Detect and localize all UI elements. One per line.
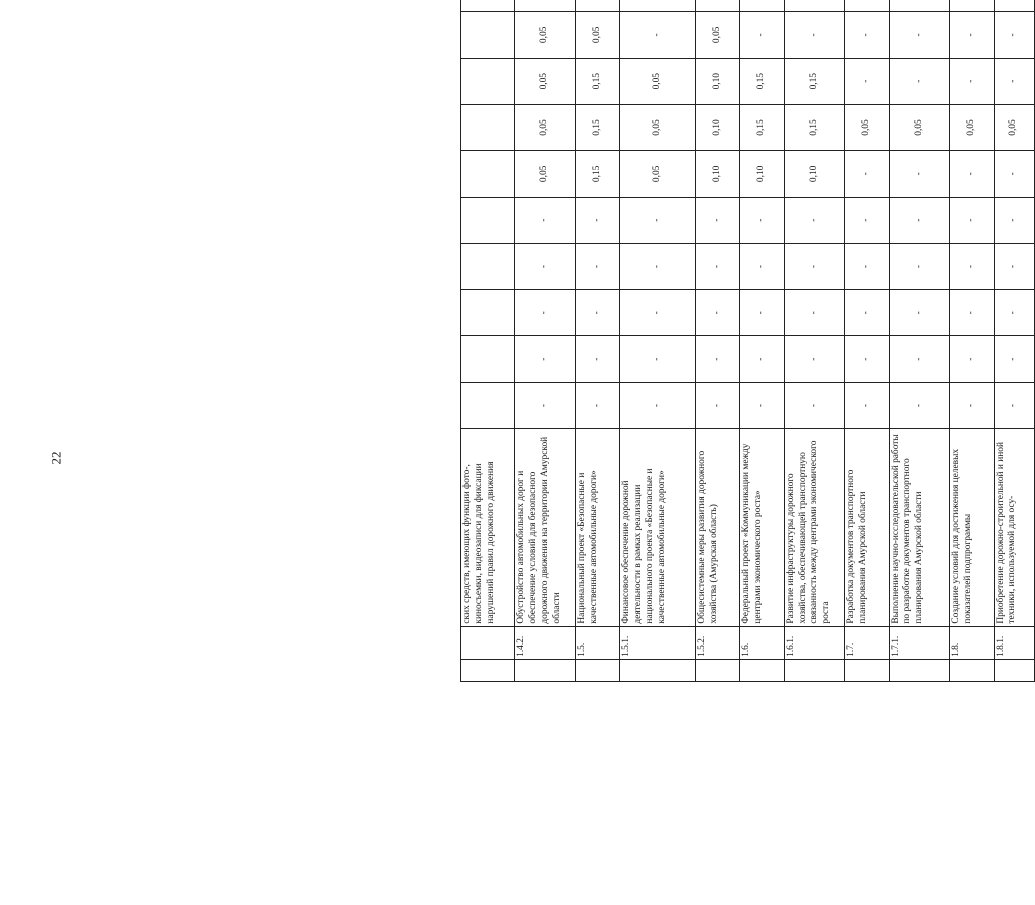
value-cell: - [994,243,1034,289]
value-cell: - [845,197,889,243]
value-cell: - [784,12,845,58]
value-cell: - [620,382,696,428]
value-cell: - [515,382,576,428]
value-cell: 0,15 [575,104,619,150]
value-cell [461,243,515,289]
value-cell: - [620,336,696,382]
value-cell: 0,05 [950,104,994,150]
row-name: Разработка документов транспортного планирования Амурской области [845,429,889,626]
value-cell: - [889,58,950,104]
value-cell: - [740,336,784,382]
blank-cell [620,659,696,681]
value-cell: - [740,382,784,428]
blank-cell [461,659,515,681]
value-cell: - [845,151,889,197]
value-cell: 0,15 [784,58,845,104]
row-name: Обустройство автомобильных дорог и обеспечение условий для безопасного дорожного движения на территории Амурской области [515,429,576,626]
row-name: Общесистемные меры развития дорожного хозяйства (Амурская область) [696,429,740,626]
row-number: 1.5.1. [620,626,696,659]
value-cell: - [515,197,576,243]
value-cell: - [950,382,994,428]
row-name: Федеральный проект «Коммуникации между центрами экономического роста» [740,429,784,626]
value-cell: - [950,243,994,289]
value-cell: - [950,336,994,382]
value-cell: 0,05 [620,151,696,197]
table-row [845,0,889,682]
value-cell: - [740,12,784,58]
value-cell: - [575,382,619,428]
value-cell: 0,05 [515,12,576,58]
value-cell: - [696,290,740,336]
blank-cell [950,659,994,681]
table-row [740,0,784,682]
value-cell: - [950,197,994,243]
value-cell [461,382,515,428]
value-cell [889,0,950,12]
value-cell: - [994,197,1034,243]
value-cell [994,0,1034,12]
value-cell: 0,10 [784,151,845,197]
value-cell: - [620,12,696,58]
value-cell: 0,05 [696,12,740,58]
value-cell: 0,05 [845,104,889,150]
rotated-table-container [460,0,1035,682]
row-name: Выполнение научно-исследовательской работы по разработке документов транспортного планирования Амурской области [889,429,950,626]
value-cell: - [845,12,889,58]
row-number: 1.7. [845,626,889,659]
value-cell: - [950,151,994,197]
value-cell: - [845,243,889,289]
value-cell: 0,15 [740,58,784,104]
value-cell: - [845,336,889,382]
row-name: Приобретение дорожно-строительной и иной техники, используемой для осу- [994,429,1034,626]
value-cell [740,0,784,12]
row-number: 1.8. [950,626,994,659]
row-name: Национальный проект «Безопасные и качественные автомобильные дороги» [575,429,619,626]
value-cell [461,12,515,58]
table-row [784,0,845,682]
value-cell: - [950,12,994,58]
value-cell [845,0,889,12]
table-row [620,0,696,682]
table-row [889,0,950,682]
value-cell [461,58,515,104]
value-cell: - [696,197,740,243]
value-cell: - [889,151,950,197]
value-cell [515,0,576,12]
value-cell [620,0,696,12]
value-cell: 0,15 [740,104,784,150]
table-row [461,0,515,682]
page-number: 22 [48,451,64,465]
value-cell: 0,15 [784,104,845,150]
blank-cell [845,659,889,681]
value-cell [461,104,515,150]
value-cell: - [889,290,950,336]
value-cell: - [696,243,740,289]
value-cell: - [994,336,1034,382]
value-cell: - [740,197,784,243]
blank-cell [696,659,740,681]
value-cell: - [889,243,950,289]
value-cell: - [994,58,1034,104]
value-cell: 0,05 [620,58,696,104]
value-cell: - [994,12,1034,58]
value-cell: - [515,290,576,336]
value-cell: - [696,336,740,382]
value-cell: 0,05 [994,104,1034,150]
value-cell: - [575,197,619,243]
value-cell: - [845,58,889,104]
value-cell: - [620,197,696,243]
row-name: ских средств, имеющих функции фото-, киносъемки, видеозаписи для фиксации нарушений правил дорожного движения [461,429,515,626]
value-cell [950,0,994,12]
value-cell: - [994,290,1034,336]
value-cell: 0,10 [696,104,740,150]
value-cell: - [994,151,1034,197]
value-cell: - [515,243,576,289]
row-number: 1.6. [740,626,784,659]
value-cell: - [784,197,845,243]
value-cell: 0,05 [515,104,576,150]
value-cell: 0,10 [696,151,740,197]
row-number: 1.7.1. [889,626,950,659]
blank-cell [784,659,845,681]
row-number: 1.8.1. [994,626,1034,659]
value-cell [696,0,740,12]
value-cell: - [784,243,845,289]
row-name: Финансовое обеспечение дорожной деятельности в рамках реализации национального проекта «Безопасные и качественные автомобильные дороги» [620,429,696,626]
blank-cell [994,659,1034,681]
table-row [575,0,619,682]
row-number: 1.5. [575,626,619,659]
blank-cell [889,659,950,681]
table-row [696,0,740,682]
value-cell [461,290,515,336]
value-cell: - [784,290,845,336]
value-cell: 0,10 [740,151,784,197]
value-cell [784,0,845,12]
value-cell: - [889,336,950,382]
table-row [994,0,1034,682]
value-cell [461,197,515,243]
value-cell: 0,15 [575,151,619,197]
value-cell: 0,05 [515,151,576,197]
value-cell: 0,05 [515,58,576,104]
blank-cell [740,659,784,681]
value-cell: 0,05 [575,12,619,58]
blank-cell [575,659,619,681]
value-cell: - [889,382,950,428]
row-name: Создание условий для достижения целевых показателей подпрограммы [950,429,994,626]
row-number: 1.5.2. [696,626,740,659]
value-cell: - [784,336,845,382]
value-cell: 0,15 [575,58,619,104]
value-cell: - [575,243,619,289]
table-row [950,0,994,682]
row-name: Развитие инфраструктуры дорожного хозяйства, обеспечивающей транспортную связанность между центрами экономического роста [784,429,845,626]
value-cell: - [784,382,845,428]
value-cell: - [845,382,889,428]
value-cell [461,0,515,12]
table-row [515,0,576,682]
value-cell: - [620,290,696,336]
indicator-table [460,0,1035,682]
value-cell: 0,05 [889,104,950,150]
value-cell: - [515,336,576,382]
value-cell: - [620,243,696,289]
row-number: 1.6.1. [784,626,845,659]
value-cell [575,0,619,12]
value-cell: - [740,290,784,336]
value-cell: - [950,290,994,336]
row-number: 1.4.2. [515,626,576,659]
value-cell: 0,05 [620,104,696,150]
value-cell: - [889,12,950,58]
row-number [461,626,515,659]
value-cell [461,151,515,197]
blank-cell [515,659,576,681]
value-cell: - [950,58,994,104]
value-cell: - [740,243,784,289]
value-cell: - [845,290,889,336]
value-cell: - [994,382,1034,428]
value-cell: 0,10 [696,58,740,104]
value-cell: - [575,336,619,382]
value-cell: - [575,290,619,336]
value-cell: - [889,197,950,243]
value-cell: - [696,382,740,428]
value-cell [461,336,515,382]
